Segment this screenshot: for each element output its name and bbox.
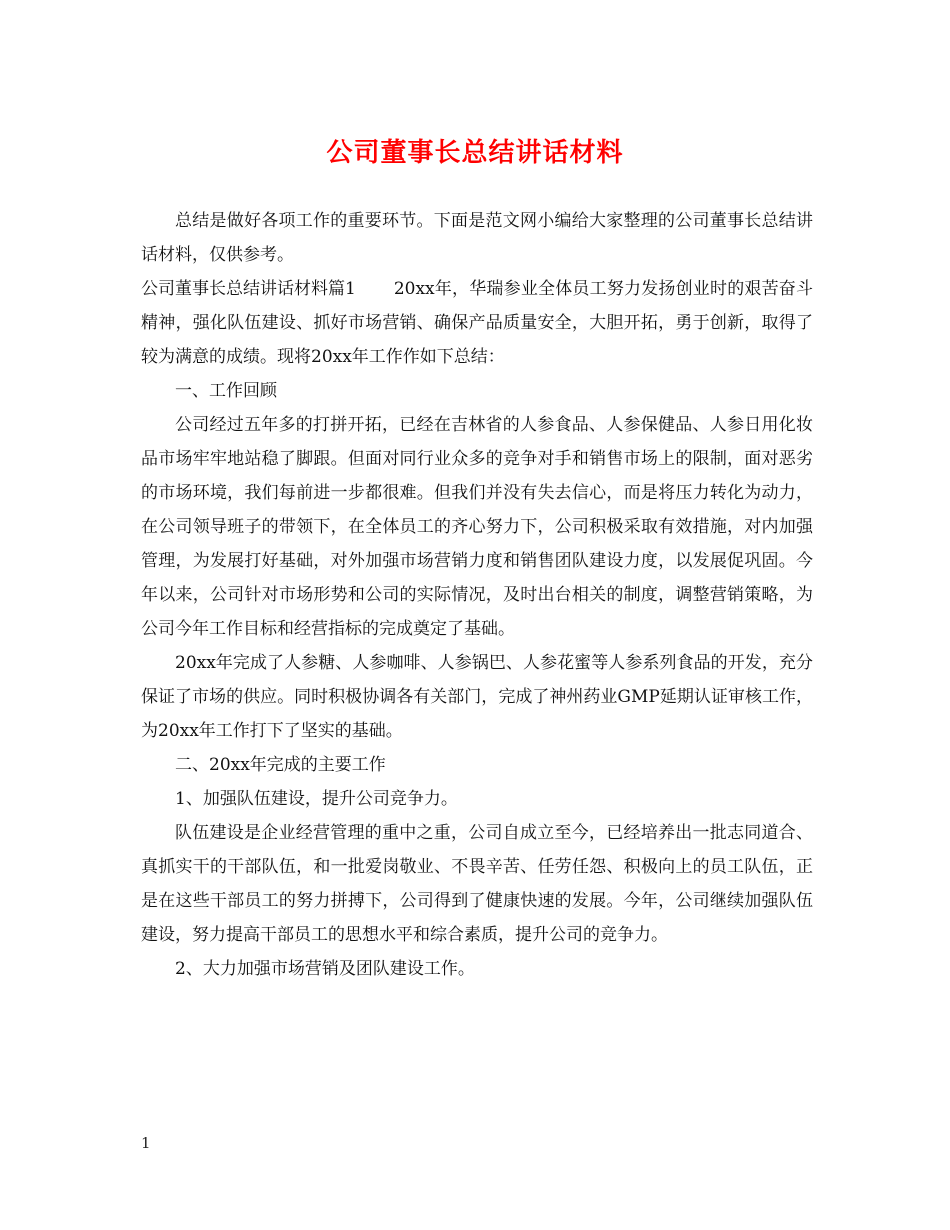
document-body xyxy=(141,204,813,986)
intro-paragraph: 总结是做好各项工作的重要环节。下面是范文网小编给大家整理的公司董事长总结讲话材料，仅供参考。 xyxy=(141,211,813,265)
section-first-text: 20xx年，华瑞参业全体员工努力发扬创业时的艰苦奋斗精神，强化队伍建设、抓好市场营销、确保产品质量安全，大胆开拓，勇于创新，取得了较为满意的成绩。现将20xx年工作作如下总结： xyxy=(141,279,813,367)
part2-title: 二、20xx年完成的主要工作 xyxy=(175,755,386,775)
item2-title: 2、大力加强市场营销及团队建设工作。 xyxy=(175,959,475,979)
item1-paragraph: 队伍建设是企业经营管理的重中之重，公司自成立至今，已经培养出一批志同道合、真抓实干的干部队伍，和一批爱岗敬业、不畏辛苦、任劳任怨、积极向上的员工队伍，正是在这些干部员工的努力拼搏下，公司得到了健康快速的发展。今年，公司继续加强队伍建设，努力提高干部员工的思想水平和综合素质，提升公司的竞争力。 xyxy=(141,823,813,945)
item1-title: 1、加强队伍建设，提升公司竞争力。 xyxy=(175,789,458,809)
section-heading: 公司董事长总结讲话材料篇1 xyxy=(141,279,356,299)
part1-paragraph-1: 公司经过五年多的打拼开拓，已经在吉林省的人参食品、人参保健品、人参日用化妆品市场牢牢地站稳了脚跟。但面对同行业众多的竞争对手和销售市场上的限制，面对恶劣的市场环境，我们每前进一步都很难。但我们并没有失去信心，而是将压力转化为动力，在公司领导班子的带领下，在全体员工的齐心努力下，公司积极采取有效措施，对内加强管理，为发展打好基础，对外加强市场营销力度和销售团队建设力度，以发展促巩固。今年以来，公司针对市场形势和公司的实际情况，及时出台相关的制度，调整营销策略，为公司今年工作目标和经营指标的完成奠定了基础。 xyxy=(141,415,813,639)
part1-paragraph-2: 20xx年完成了人参糖、人参咖啡、人参锅巴、人参花蜜等人参系列食品的开发，充分保证了市场的供应。同时积极协调各有关部门，完成了神州药业GMP延期认证审核工作，为20xx年工作打下了坚实的基础。 xyxy=(141,653,813,741)
part1-title: 一、工作回顾 xyxy=(175,381,277,401)
section-first-paragraph xyxy=(141,272,813,374)
page-number: 1 xyxy=(141,1134,151,1152)
document-title: 公司董事长总结讲话材料 xyxy=(326,138,624,168)
